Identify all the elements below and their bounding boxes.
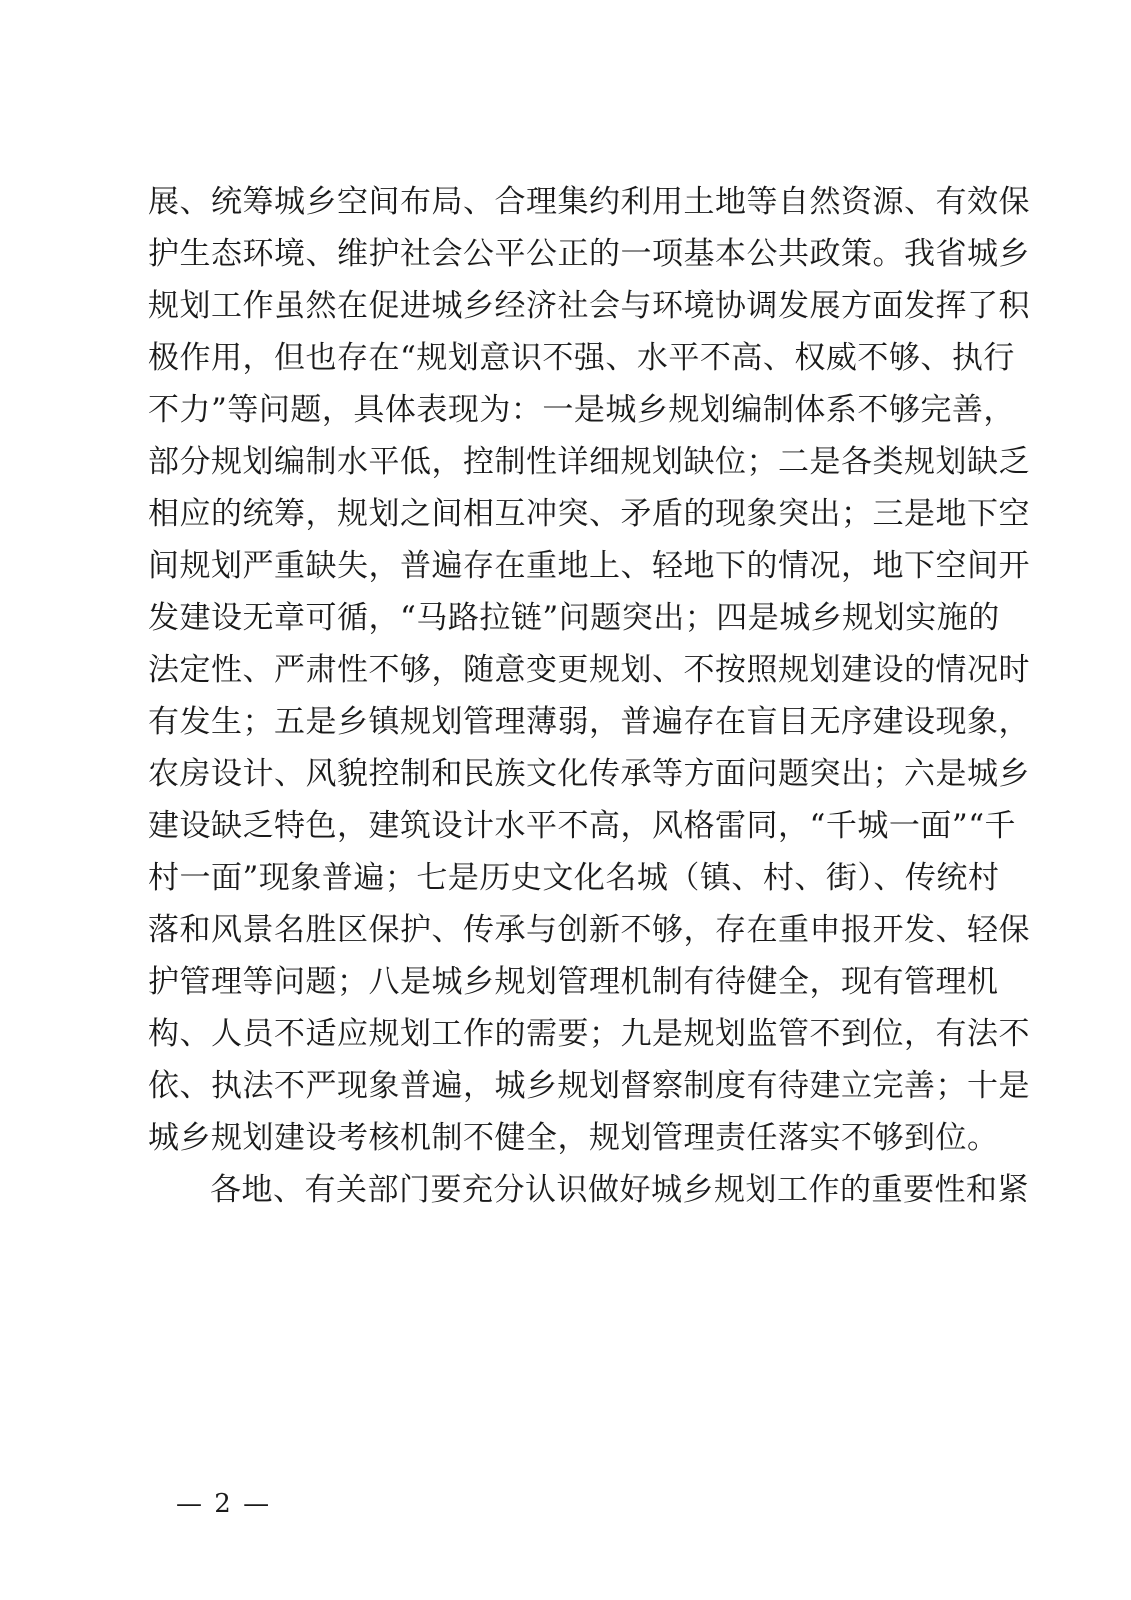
text-line: 护生态环境、维护社会公平公正的一项基本公共政策。我省城乡 [148, 236, 1030, 272]
text-line: 农房设计、风貌控制和民族文化传承等方面问题突出；六是城乡 [148, 756, 1030, 792]
text-line: 村一面”现象普遍；七是历史文化名城（镇、村、街）、传统村 [148, 860, 1000, 896]
text-line: 规划工作虽然在促进城乡经济社会与环境协调发展方面发挥了积 [148, 288, 1030, 324]
text-line: 城乡规划建设考核机制不健全，规划管理责任落实不够到位。 [148, 1120, 999, 1156]
paragraph-1 [148, 176, 1030, 1164]
text-line: 建设缺乏特色，建筑设计水平不高，风格雷同，“千城一面”“千 [148, 808, 1017, 844]
text-line: 间规划严重缺失，普遍存在重地上、轻地下的情况，地下空间开 [148, 548, 1030, 584]
body-text [148, 176, 1030, 1216]
text-line: 法定性、严肃性不够，随意变更规划、不按照规划建设的情况时 [148, 652, 1030, 688]
paragraph-2 [148, 1164, 1029, 1216]
text-line: 各地、有关部门要充分认识做好城乡规划工作的重要性和紧 [210, 1172, 1029, 1208]
text-line: 极作用，但也存在“规划意识不强、水平不高、权威不够、执行 [148, 340, 1015, 376]
text-line: 展、统筹城乡空间布局、合理集约利用土地等自然资源、有效保 [148, 184, 1030, 220]
text-line: 发建设无章可循，“马路拉链”问题突出；四是城乡规划实施的 [148, 600, 1000, 636]
text-line: 相应的统筹，规划之间相互冲突、矛盾的现象突出；三是地下空 [148, 496, 1030, 532]
text-line: 部分规划编制水平低，控制性详细规划缺位；二是各类规划缺乏 [148, 444, 1030, 480]
page-number: — 2 — [176, 1489, 272, 1519]
text-line: 构、人员不适应规划工作的需要；九是规划监管不到位，有法不 [148, 1016, 1030, 1052]
text-line: 不力”等问题，具体表现为：一是城乡规划编制体系不够完善， [148, 392, 1015, 428]
text-line: 依、执法不严现象普遍，城乡规划督察制度有待建立完善；十是 [148, 1068, 1030, 1104]
text-line: 有发生；五是乡镇规划管理薄弱，普遍存在盲目无序建设现象， [148, 704, 1030, 740]
text-line: 落和风景名胜区保护、传承与创新不够，存在重申报开发、轻保 [148, 912, 1030, 948]
text-line: 护管理等问题；八是城乡规划管理机制有待健全，现有管理机 [148, 964, 999, 1000]
